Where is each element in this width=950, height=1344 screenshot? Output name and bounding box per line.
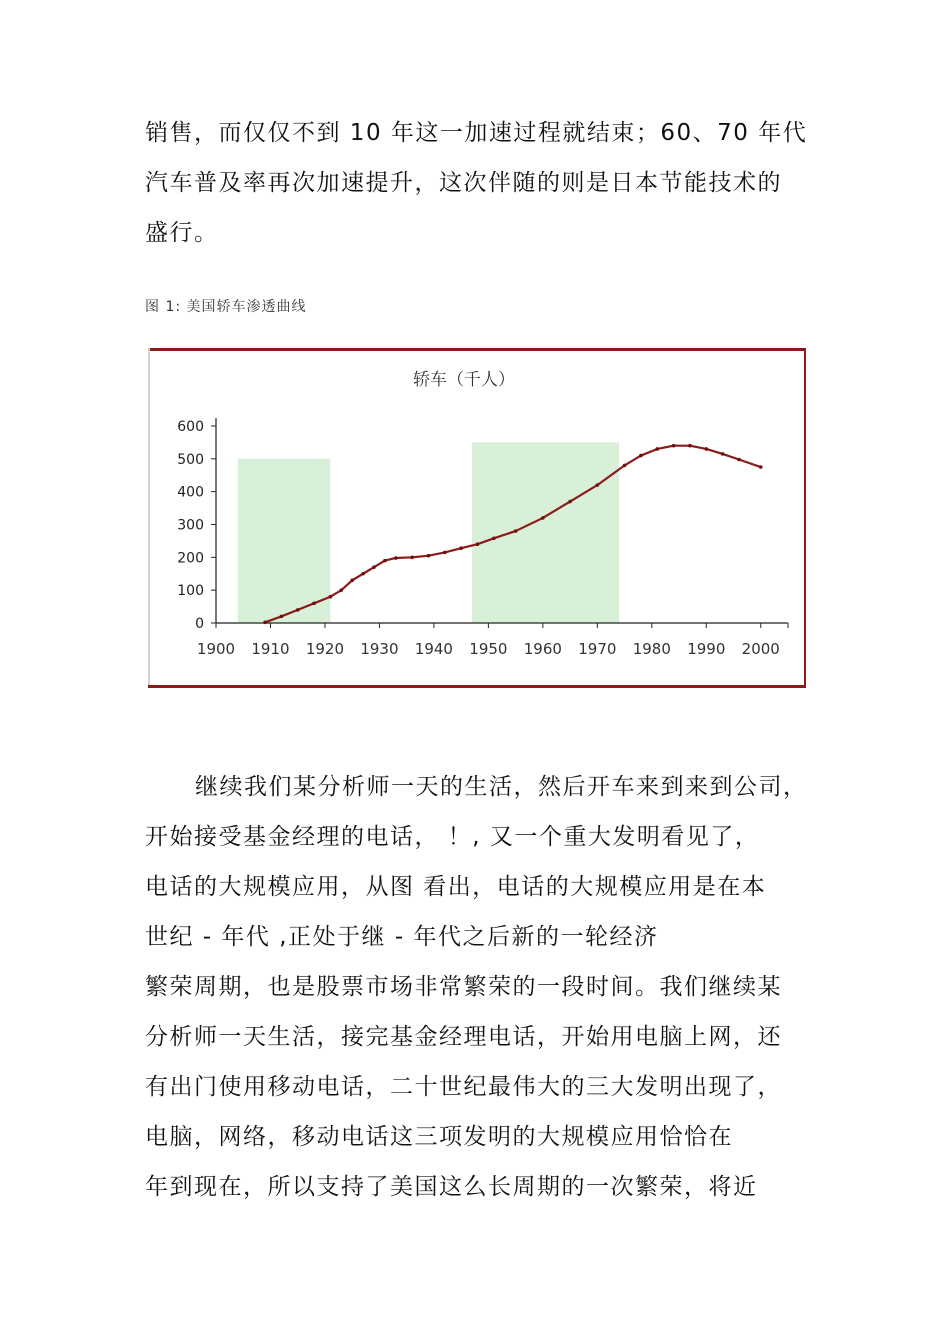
shaded-periods bbox=[238, 442, 619, 623]
y-tick-label: 0 bbox=[195, 616, 204, 632]
y-tick-label: 100 bbox=[177, 583, 204, 600]
data-point bbox=[361, 572, 365, 576]
x-tick-label: 1950 bbox=[469, 640, 508, 658]
data-point bbox=[721, 452, 725, 456]
data-point bbox=[737, 458, 741, 462]
data-point bbox=[541, 516, 545, 520]
body-line-9: 年到现在，所以支持了美国这么长周期的一次繁荣，将近 bbox=[145, 1174, 758, 1200]
data-point bbox=[655, 447, 659, 451]
data-point bbox=[372, 565, 376, 569]
chart-left-rule bbox=[148, 348, 150, 688]
data-point bbox=[443, 551, 447, 555]
data-point bbox=[623, 464, 627, 468]
data-point bbox=[639, 454, 643, 458]
y-tick-label: 300 bbox=[177, 517, 204, 534]
intro-line-3: 盛行。 bbox=[145, 220, 219, 246]
data-point bbox=[492, 536, 496, 540]
x-tick-label: 1940 bbox=[414, 640, 453, 658]
body-line-3: 电话的大规模应用，从图 看出，电话的大规模应用是在本 bbox=[145, 874, 767, 900]
data-point bbox=[427, 554, 431, 558]
x-tick-label: 1960 bbox=[523, 640, 562, 658]
data-point bbox=[339, 588, 343, 592]
data-point bbox=[459, 546, 463, 550]
data-point bbox=[672, 444, 676, 448]
chart-bottom-rule bbox=[148, 685, 806, 688]
data-point bbox=[514, 529, 518, 533]
body-line-8: 电脑，网络，移动电话这三项发明的大规模应用恰恰在 bbox=[145, 1124, 733, 1150]
y-tick-label: 600 bbox=[177, 419, 204, 435]
body-line-5: 繁荣周期，也是股票市场非常繁荣的一段时间。我们继续某 bbox=[145, 974, 782, 1000]
chart-frame bbox=[148, 348, 806, 688]
data-point bbox=[568, 500, 572, 504]
body-line-2: 开始接受基金经理的电话， ！, 又一个重大发明看见了， bbox=[145, 824, 760, 850]
data-point bbox=[350, 579, 354, 583]
body-line-1: 继续我们某分析师一天的生活，然后开车来到来到公司， bbox=[195, 774, 808, 800]
x-tick-label: 1930 bbox=[360, 640, 399, 658]
shaded-period-2 bbox=[472, 442, 619, 623]
x-tick-label: 1910 bbox=[251, 640, 290, 658]
x-tick-label: 1970 bbox=[578, 640, 617, 658]
data-point bbox=[596, 483, 600, 487]
data-point bbox=[280, 615, 284, 619]
data-point bbox=[688, 444, 692, 448]
x-tick-label: 1900 bbox=[196, 640, 236, 658]
car-penetration-chart bbox=[148, 348, 806, 688]
x-tick-label: 1920 bbox=[305, 640, 345, 658]
x-tick-label: 1990 bbox=[687, 640, 726, 658]
data-point bbox=[759, 465, 763, 469]
data-point bbox=[394, 556, 398, 560]
figure-caption: 图 1: 美国轿车渗透曲线 bbox=[145, 299, 307, 315]
y-tick-label: 200 bbox=[177, 550, 204, 567]
x-tick-label: 2000 bbox=[741, 640, 780, 658]
data-point bbox=[312, 602, 316, 606]
body-line-4: 世纪 - 年代 ,正处于继 - 年代之后新的一轮经济 bbox=[145, 924, 659, 950]
data-point bbox=[296, 608, 300, 612]
data-point bbox=[383, 559, 387, 563]
data-point bbox=[704, 447, 708, 451]
shaded-period-1 bbox=[238, 459, 331, 623]
chart-top-rule bbox=[148, 348, 806, 351]
data-point bbox=[410, 556, 414, 560]
intro-line-2: 汽车普及率再次加速提升，这次伴随的则是日本节能技术的 bbox=[145, 170, 782, 196]
data-point bbox=[263, 621, 267, 625]
data-point bbox=[476, 542, 480, 546]
body-line-7: 有出门使用移动电话，二十世纪最伟大的三大发明出现了， bbox=[145, 1074, 782, 1100]
intro-line-1: 销售，而仅仅不到 10 年这一加速过程就结束；60、70 年代 bbox=[145, 120, 808, 146]
y-tick-label: 500 bbox=[177, 451, 204, 468]
chart-title: 轿车（千人） bbox=[413, 370, 515, 390]
chart-right-rule bbox=[804, 348, 806, 688]
x-tick-label: 1980 bbox=[632, 640, 671, 658]
body-line-6: 分析师一天生活，接完基金经理电话，开始用电脑上网，还 bbox=[145, 1024, 782, 1050]
data-point bbox=[329, 595, 333, 599]
y-tick-label: 400 bbox=[177, 484, 204, 501]
